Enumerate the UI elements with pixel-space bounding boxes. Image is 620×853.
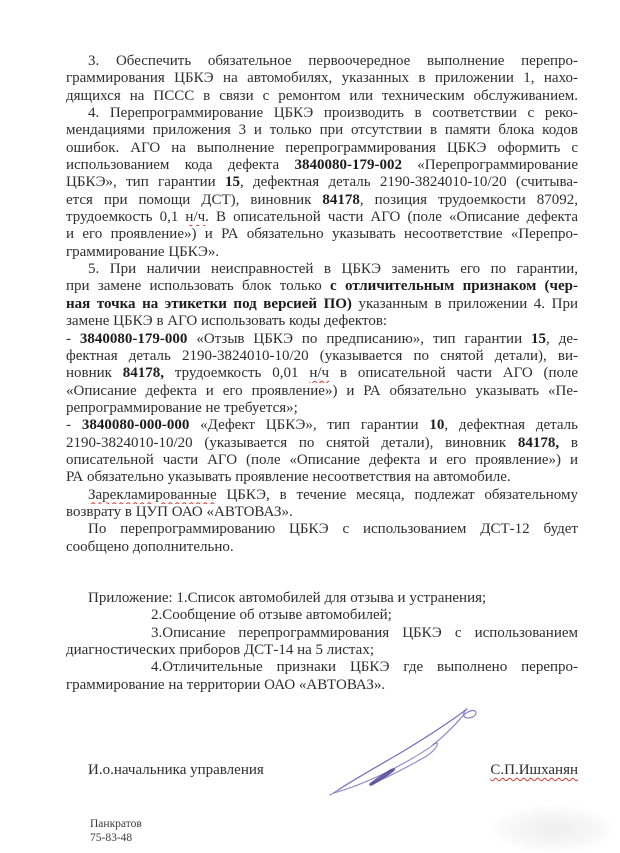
text-line <box>66 140 578 157</box>
text-line <box>66 383 578 400</box>
text-run: 15 <box>224 174 240 191</box>
text-run: 15 <box>531 330 547 347</box>
text-run: 2.Сообщение об отзыве автомобилей; <box>151 607 392 624</box>
text-run: 10 <box>429 417 445 434</box>
text-line <box>66 331 578 348</box>
text-line <box>66 88 578 105</box>
text-run: возврату в ЦУП ОАО «АВТОВАЗ». <box>66 503 293 520</box>
text-line <box>66 261 578 278</box>
document-body <box>66 53 578 845</box>
text-run: «Перепрограммирование <box>401 157 578 174</box>
text-line <box>66 244 578 261</box>
text-line <box>66 607 578 624</box>
text-run: - <box>66 330 80 347</box>
text-run: ется при помощи ДСТ), виновник <box>66 191 323 208</box>
text-line <box>66 435 578 452</box>
text-run: «Дефект ЦБКЭ», тип гарантии <box>189 417 430 434</box>
text-line <box>66 105 578 122</box>
text-line <box>66 122 578 139</box>
text-run: , дефектная деталь 2190-3824010-10/20 (считыва- <box>239 174 578 191</box>
text-line <box>66 174 578 191</box>
paragraph <box>66 521 578 556</box>
text-run: при замене использовать блок только <box>66 278 331 295</box>
text-run: замене ЦБКЭ в АГО использовать коды дефектов: <box>66 313 388 330</box>
text-run: и его проявление») и РА обязательно указывать несоответствие «Перепро- <box>66 226 578 243</box>
text-run: в описательной части АГО (поле <box>329 365 578 382</box>
text-run: 2190-3824010-10/20 (указывается по снятой детали), виновник <box>66 434 518 451</box>
text-line <box>66 313 578 330</box>
text-line <box>66 487 578 504</box>
text-line <box>66 226 578 243</box>
text-run: Зарекламированные <box>88 486 217 503</box>
signature-row <box>66 762 578 779</box>
text-run: , дефектная деталь <box>444 417 578 434</box>
signatory-title: И.о.начальника управления <box>88 762 264 779</box>
text-run: мендациями приложения 3 и только при отсутствии в памяти блока кодов <box>66 122 578 139</box>
executor-phone: 75-83-48 <box>90 832 133 845</box>
text-run: 3.Описание перепрограммирования ЦБКЭ с использованием <box>151 624 578 641</box>
text-run: дящихся на ПССС в связи с ремонтом или техническим обслуживанием. <box>66 87 578 104</box>
text-run: 3840080-179-002 <box>294 157 402 174</box>
text-run: трудоемкость 0,1 <box>66 209 186 226</box>
text-run: в <box>559 434 578 451</box>
text-run: граммирование на территории ОАО «АВТОВАЗ». <box>66 676 386 693</box>
text-run: с отличительным признаком (чер- <box>330 278 578 295</box>
text-run: описательной части АГО (поле «Описание дефекта и его проявление») и <box>66 451 578 468</box>
text-run: . В описательной части АГО (поле «Описание дефекта <box>205 209 578 226</box>
text-line <box>66 625 578 642</box>
text-run: По перепрограммированию ЦБКЭ с использованием ДСТ-12 будет <box>88 521 578 538</box>
text-line <box>66 521 578 538</box>
paragraph <box>66 417 578 486</box>
text-run: 3840080-000-000 <box>81 417 190 434</box>
text-run: ЦБКЭ, в течение месяца, подлежат обязательному <box>216 486 578 503</box>
text-run: трудоемкость 0,01 <box>164 365 310 382</box>
text-run: 3. Обеспечить обязательное первоочередное выполнение перепро- <box>88 53 578 69</box>
text-run: 84178 <box>322 191 360 208</box>
text-run: граммирования ЦБКЭ на автомобилях, указанных в приложении 1, нахо- <box>66 70 578 87</box>
attachment-list <box>66 590 578 694</box>
text-line <box>66 296 578 313</box>
text-line <box>66 53 578 70</box>
text-run: указанным в приложении 4. При <box>351 295 578 312</box>
text-line <box>66 677 578 694</box>
text-run: , позиция трудоемкости 87092, <box>359 191 578 208</box>
text-run: 84178, <box>122 365 165 382</box>
text-run: , де- <box>546 330 578 347</box>
paragraph <box>66 261 578 330</box>
text-line <box>66 417 578 434</box>
text-line <box>66 642 578 659</box>
paragraph <box>66 53 578 105</box>
paragraph <box>66 331 578 418</box>
text-run: 4.Отличительные признаки ЦБКЭ где выполнено перепро- <box>151 659 578 676</box>
text-run: фектная деталь 2190-3824010-10/20 (указывается по снятой детали), ви- <box>66 347 578 364</box>
text-run: репрограммирование не требуется»; <box>66 399 298 416</box>
paragraph <box>66 105 578 261</box>
text-run: диагностических приборов ДСТ-14 на 5 листах; <box>66 642 374 658</box>
text-run: 4. Перепрограммирование ЦБКЭ производить в соответствии с реко- <box>88 105 578 122</box>
paragraph <box>66 487 578 522</box>
text-line <box>66 590 578 607</box>
signatory-name: С.П.Ишханян <box>490 762 578 779</box>
text-line <box>66 400 578 417</box>
text-run: новник <box>66 365 123 382</box>
text-run: ЦБКЭ», тип гарантии <box>66 174 225 191</box>
text-line <box>66 469 578 486</box>
text-run: ошибок. АГО на выполнение перепрограммирования ЦБКЭ оформить с <box>66 139 578 156</box>
executor-name: Панкратов <box>90 818 142 831</box>
text-run: «Описание дефекта и его проявление») и РА обязательно указывать «Пе- <box>66 382 578 399</box>
text-run: 5. При наличии неисправностей в ЦБКЭ заменить его по гарантии, <box>88 261 578 278</box>
text-run: граммирование ЦБКЭ». <box>66 243 220 260</box>
text-line <box>66 157 578 174</box>
text-run: 84178, <box>517 434 560 451</box>
text-line <box>66 192 578 209</box>
text-run: н/ч <box>185 209 206 226</box>
text-run: н/ч <box>309 365 330 382</box>
text-line <box>66 348 578 365</box>
text-run: сообщено дополнительно. <box>66 538 234 555</box>
text-run: - <box>66 417 82 434</box>
text-line <box>66 278 578 295</box>
text-line <box>66 539 578 556</box>
text-line <box>66 365 578 382</box>
text-line <box>66 70 578 87</box>
text-line <box>66 452 578 469</box>
text-run: Приложение: 1.Список автомобилей для отзыва и устранения; <box>88 589 487 606</box>
text-line <box>66 659 578 676</box>
text-run: РА обязательно указывать проявление несоответствия на автомобиле. <box>66 469 511 486</box>
text-run: «Отзыв ЦБКЭ по предписанию», тип гарантии <box>187 330 532 347</box>
text-line <box>66 209 578 226</box>
text-line <box>66 504 578 521</box>
text-run: использованием кода дефекта <box>66 157 295 174</box>
text-run: ная точка на этикетки под версией ПО) <box>66 295 352 312</box>
text-run: 3840080-179-000 <box>79 330 188 347</box>
stamp-watermark <box>492 806 614 852</box>
